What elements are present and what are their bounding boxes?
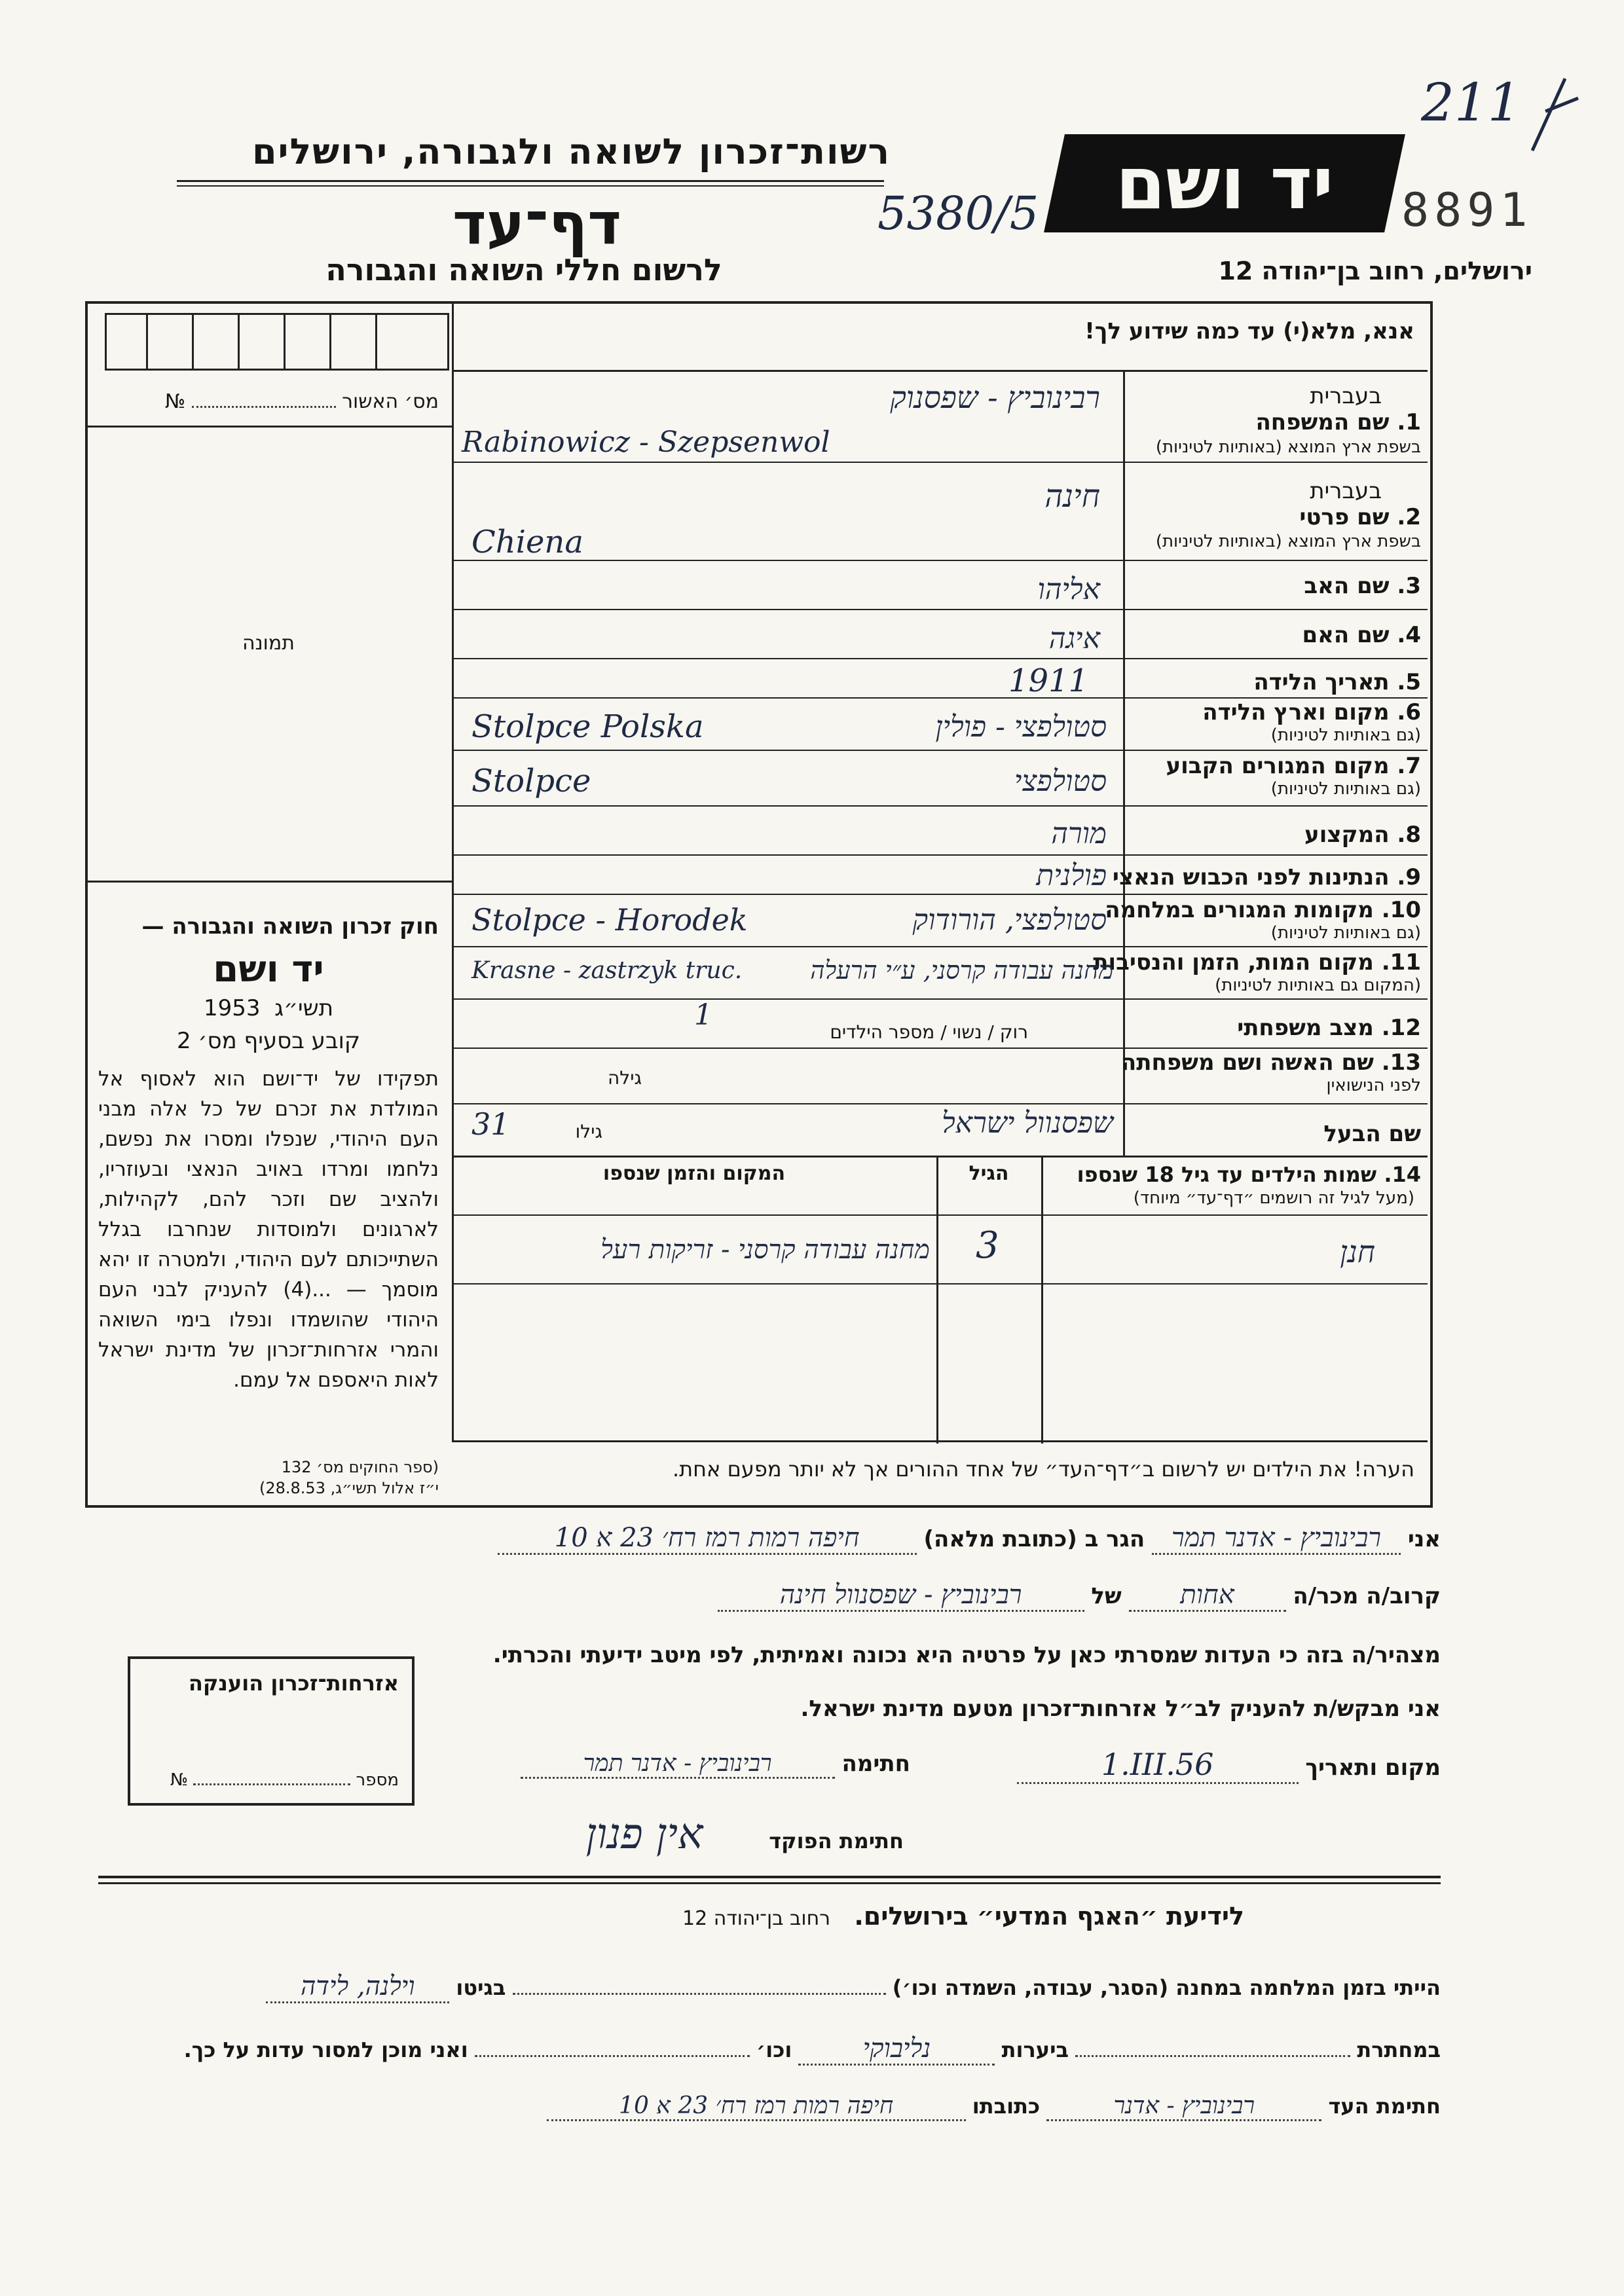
field-3-label: 3. שם האב xyxy=(1304,573,1421,599)
field-2-hebrew-value: חינה xyxy=(1044,478,1100,515)
field-1-label: 1. שם המשפחה xyxy=(1255,409,1421,435)
field-14-sub: (מעל לגיל זה רושמים ״דף־עד״ מיוחד) xyxy=(1133,1188,1414,1208)
law-title: חוק זכרון השואה והגבורה — xyxy=(141,913,439,939)
husband-age-label: גילו xyxy=(575,1121,602,1142)
field-10-sub: (גם באותיות לטיניות) xyxy=(1270,923,1421,943)
field-2-label: 2. שם פרטי xyxy=(1299,504,1421,530)
field-7-label: 7. מקום המגורים הקבוע xyxy=(1166,753,1421,779)
law-year: תשי״ג 1953 xyxy=(203,995,334,1021)
field-8-label: 8. המקצוע xyxy=(1304,822,1421,848)
field-5-value: 1911 xyxy=(1008,663,1089,699)
field-12-label: 12. מצב משפחתי xyxy=(1237,1015,1421,1041)
field-7-latin-value: Stolpce xyxy=(471,763,591,799)
children-place-header: המקום והזמן שנספו xyxy=(602,1162,786,1185)
field-1-latin-value: Rabinowicz - Szepsenwol xyxy=(462,426,830,459)
declaration-statement: מצהיר/ה בזה כי העדות שמסרתי כאן על פרטיה היא נכונה ואמיתית, לפי מיטב ידיעתי והכרתי. xyxy=(492,1642,1441,1668)
in-hebrew-label-1: בעברית xyxy=(1310,383,1382,409)
official-signature-field: חתימת הפוקד אין פנון xyxy=(585,1810,904,1859)
place-date-field: מקום ותאריך 1.III.56 xyxy=(917,1747,1441,1784)
law-name: יד ושם xyxy=(213,948,324,991)
yad-vashem-logo: יד ושם xyxy=(1044,134,1405,232)
field-12-sub-label: רוק / נשוי / מספר הילדים xyxy=(830,1021,1028,1043)
child-place-value: מחנה עבודה קרסני - זריקות רעל xyxy=(600,1235,930,1265)
field-9-label: 9. הנתינות לפני הכבוש הנאצי xyxy=(1112,864,1421,890)
address: ירושלים, רחוב בן־יהודה 12 xyxy=(1218,257,1532,285)
witness-line-2: במחתרת ביערות נליבוקי וכו׳ ואני מוכן למסור עדות על כך. xyxy=(98,2033,1441,2066)
field-4-label: 4. שם האם xyxy=(1302,622,1421,648)
citizenship-box-title: אזרחות־זכרון הוענקה xyxy=(188,1671,399,1696)
field-5-label: 5. תאריך הלידה xyxy=(1253,669,1421,695)
field-6-latin-value: Stolpce Polska xyxy=(471,708,704,745)
field-13-label: 13. שם האשה ושם משפחתה xyxy=(1120,1049,1421,1076)
archive-number: 8891 xyxy=(1401,183,1533,237)
field-6-sub: (גם באותיות לטיניות) xyxy=(1270,725,1421,745)
witness-signature-line: חתימת העד רבינוביץ - אדנר כתובתו חיפה רמות רמז רח׳ 23 א 10 xyxy=(393,2092,1441,2121)
field-10-hebrew-value: סטולפצי, הורודוק xyxy=(912,903,1107,937)
citizenship-box xyxy=(128,1656,415,1806)
child-name-value: חנן xyxy=(1340,1234,1375,1269)
children-note: הערה! את הילדים יש לרשום ב״דף־העד״ של אחד ההורים אך לא יותר מפעם אחת. xyxy=(672,1457,1414,1482)
law-text: תפקידו של יד־ושם הוא לאסוף אל המולדת את זכרם של כל אלה מבני העם היהודי, שנפלו ומסרו את נפשם, נלחמו ומרדו באויב הנאצי ובעוזריו, ולהציב שם וזכר להם, לקהילות, לארגונים ולמוסדות שנחרבו בגלל השתייכותם לעם היהודי, ולמטרה זו יהא מוסמך — ...(4) להעניק לבני העם היהודי שהושמדו ונפלו בימי השואה והמרי אזרחות־זכרון של מדינת ישראל לאות היאספם אל עמם. xyxy=(98,1067,439,1392)
citizenship-box-number: מספר № xyxy=(170,1770,399,1790)
field-9-value: פולנית xyxy=(1036,859,1107,892)
field-1-hebrew-value: רבינוביץ - שפסנוק xyxy=(890,380,1100,415)
photo-placeholder: תמונה xyxy=(242,632,295,655)
children-age-header: הגיל xyxy=(969,1162,1009,1185)
form-title: דף־עד xyxy=(452,190,621,257)
declaration-line-2: קרוב/ה מכר/ה אחות של רבינוביץ - שפסנוול חינה xyxy=(576,1579,1441,1612)
field-6-hebrew-value: סטולפצי - פולין xyxy=(935,710,1107,744)
field-14-label: 14. שמות הילדים עד גיל 18 שנספו xyxy=(1077,1162,1421,1187)
field-13-sub: לפני הנישואין xyxy=(1326,1076,1421,1095)
husband-label: שם הבעל xyxy=(1323,1121,1421,1147)
handwritten-page-number: 211 xyxy=(1421,72,1521,133)
witness-line-1: הייתי בזמן המלחמה במחנה (הסגר, עבודה, השמדה וכו׳) בגיטו וילנה, לידה xyxy=(98,1971,1441,2003)
field-2-sub: בשפת ארץ המוצא (באותיות לטיניות) xyxy=(1155,532,1421,551)
field-11-label: 11. מקום המות, הזמן והנסיבות xyxy=(1093,949,1421,975)
field-6-label: 6. מקום וארץ הלידה xyxy=(1202,699,1421,725)
field-4-value: איגה xyxy=(1048,622,1100,655)
in-hebrew-label-2: בעברית xyxy=(1310,478,1382,504)
field-12-value: 1 xyxy=(694,998,712,1032)
declaration-request: אני מבקש/ת להעניק לב״ל אזרחות־זכרון מטעם מדינת ישראל. xyxy=(800,1696,1441,1722)
signature-field: חתימה רבינוביץ - אדנר תמר xyxy=(458,1749,910,1779)
file-number-handwritten: 5380/5 xyxy=(877,187,1039,240)
witness-heading: לידיעת ״האגף המדעי״ בירושלים. רחוב בן־יהודה 12 xyxy=(682,1902,1244,1931)
field-8-value: מורה xyxy=(1051,817,1107,850)
intro-instruction: אנא, מלא(י) עד כמה שידוע לך! xyxy=(1084,318,1414,344)
scribble-mark-icon xyxy=(1526,72,1585,157)
field-11-sub: (המקום גם באותיות לטיניות) xyxy=(1215,975,1421,995)
form-subtitle: לרשום חללי השואה והגבורה xyxy=(325,252,722,287)
field-3-value: אליהו xyxy=(1037,573,1100,606)
authority-title: רשות־זכרון לשואה ולגבורה, ירושלים xyxy=(251,131,891,172)
wife-age-label: גילה xyxy=(607,1067,642,1089)
field-10-latin-value: Stolpce - Horodek xyxy=(471,902,748,938)
field-10-label: 10. מקומות המגורים במלחמה xyxy=(1105,897,1421,923)
field-11-latin-value: Krasne - zastrzyk truc. xyxy=(471,957,743,984)
field-7-sub: (גם באותיות לטיניות) xyxy=(1270,779,1421,799)
field-7-hebrew-value: סטולפצי xyxy=(1014,765,1107,798)
approval-number-field: מס׳ האשור № xyxy=(164,390,439,413)
registration-boxes xyxy=(105,313,449,371)
law-reference: (ספר החוקים מס׳ 132 י״ז אלול תשי״ג, 28.8.53) xyxy=(259,1458,439,1497)
child-age-value: 3 xyxy=(976,1224,999,1267)
field-2-latin-value: Chiena xyxy=(471,524,583,560)
husband-name-value: שפסנוול ישראל xyxy=(942,1106,1113,1140)
law-clause: קובע בסעיף מס׳ 2 xyxy=(176,1028,361,1054)
husband-age-value: 31 xyxy=(471,1106,510,1142)
declaration-line-1: אני רבינוביץ - אדנר תמר הגר ב (כתובת מלאה) חיפה רמות רמז רח׳ 23 א 10 xyxy=(419,1522,1441,1555)
field-11-hebrew-value: מחנה עבודה קרסני, ע״י הרעלה xyxy=(810,956,1113,985)
field-1-sub: בשפת ארץ המוצא (באותיות לטיניות) xyxy=(1155,437,1421,457)
